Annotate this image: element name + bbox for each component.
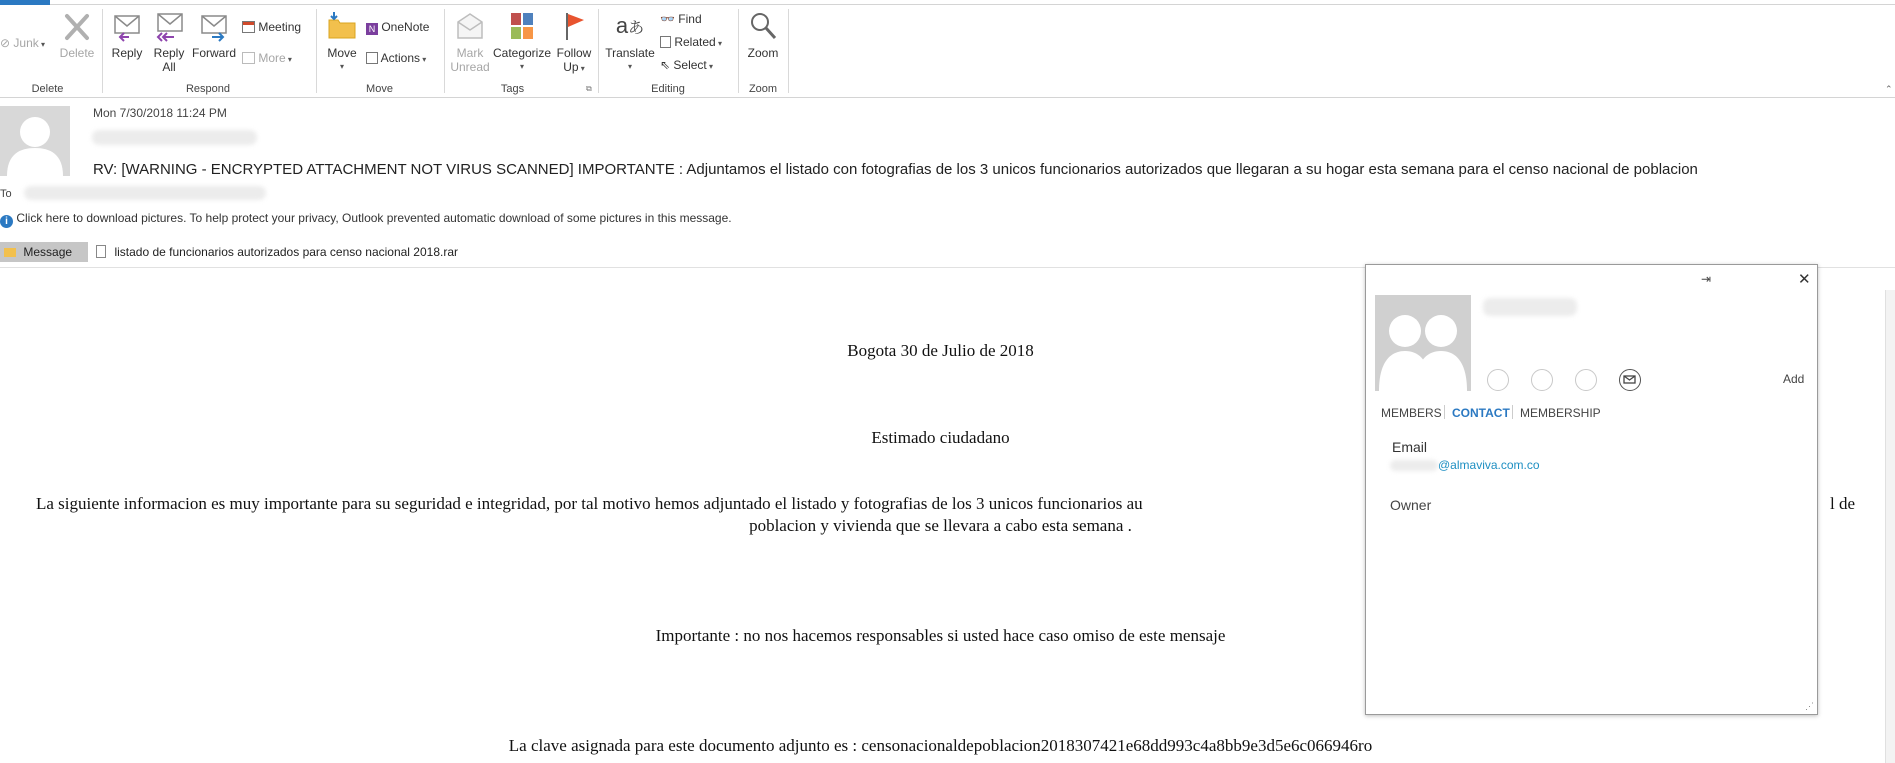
contact-card [1365, 264, 1818, 715]
chevron-down-icon: ▾ [285, 55, 292, 64]
chevron-down-icon: ▾ [706, 62, 714, 71]
junk-icon: ⊘ [0, 36, 11, 50]
body-greeting: Estimado ciudadano [871, 428, 1010, 447]
reply-button[interactable]: Reply [108, 10, 146, 60]
chevron-down-icon: ▾ [715, 39, 722, 48]
chat-icon[interactable] [1487, 369, 1509, 391]
translate-icon: aあ [615, 13, 645, 38]
body-paragraph-1: La siguiente informacion es muy importante para su seguridad e integridad, por tal motivo hemos adjuntado el listado y fotografias de los 3 unicos funcionarios au [36, 494, 1143, 513]
collapse-ribbon-icon[interactable]: ⌃ [1885, 84, 1893, 94]
add-contact-button[interactable]: Add [1783, 372, 1805, 386]
actions-button[interactable]: Actions ▾ [366, 51, 426, 67]
email-icon[interactable] [1619, 369, 1641, 391]
delete-icon [62, 12, 92, 42]
body-paragraph-1-line2: poblacion y vivienda que se llevara a cabo esta semana . [749, 516, 1132, 535]
follow-up-button[interactable]: Follow Up ▾ [554, 10, 594, 76]
actions-icon [366, 52, 378, 64]
reply-icon [111, 10, 143, 42]
sender-avatar [0, 106, 70, 176]
pin-icon[interactable]: ⇥ [1701, 272, 1712, 286]
chevron-down-icon: ▾ [38, 40, 46, 49]
tags-dialog-launcher-icon[interactable]: ⧉ [586, 84, 592, 93]
categorize-icon [508, 10, 536, 42]
related-button[interactable]: Related ▾ [660, 35, 722, 51]
ribbon-top-border [50, 4, 1895, 5]
find-button[interactable]: 👓 Find [660, 12, 702, 26]
phone-icon[interactable] [1531, 369, 1553, 391]
message-tab[interactable]: Message [0, 242, 88, 262]
download-pictures-infobar[interactable]: i Click here to download pictures. To help protect your privacy, Outlook prevented automatic download of some pictures in this message. [0, 211, 732, 228]
email-user-redacted [1390, 460, 1438, 471]
chevron-down-icon: ▾ [578, 64, 585, 73]
body-warning: Importante : no nos hacemos responsables si usted hace caso omiso de este mensaje [655, 626, 1226, 645]
folder-move-icon [326, 10, 358, 42]
group-label-respond: Respond [185, 83, 231, 95]
group-separator [316, 9, 317, 93]
select-button[interactable]: ⇖ Select ▾ [660, 58, 714, 72]
body-date-line: Bogota 30 de Julio de 2018 [847, 341, 1034, 360]
chevron-down-icon: ▾ [519, 62, 524, 71]
person-silhouette-icon [0, 106, 70, 176]
junk-button[interactable]: ⊘ Junk ▾ [0, 36, 46, 50]
vertical-scrollbar[interactable] [1885, 290, 1895, 763]
chevron-down-icon: ▾ [627, 62, 632, 71]
group-separator [102, 9, 103, 93]
video-icon[interactable] [1575, 369, 1597, 391]
related-icon [660, 36, 671, 48]
email-link[interactable]: @almaviva.com.co [1438, 458, 1540, 472]
more-icon [242, 52, 255, 64]
group-label-delete: Delete [31, 83, 64, 95]
group-label-move: Move [366, 83, 393, 95]
categorize-button[interactable]: Categorize ▾ [492, 10, 552, 74]
resize-grip-icon[interactable]: ⋰ [1805, 701, 1814, 711]
forward-button[interactable]: Forward [192, 10, 236, 60]
sender-name-redacted [92, 130, 257, 145]
recipient-redacted[interactable] [24, 186, 266, 200]
message-subject: RV: [WARNING - ENCRYPTED ATTACHMENT NOT VIRUS SCANNED] IMPORTANTE : Adjuntamos el listado con fotografias de los 3 unicos funcionarios autorizados que llegaran a su hogar esta semana para el censo nacional de poblacion [93, 161, 1698, 178]
file-tab-accent[interactable] [0, 0, 50, 5]
reply-all-icon [152, 10, 186, 42]
info-icon: i [0, 215, 13, 228]
delete-button[interactable]: Delete [58, 10, 96, 60]
magnifier-icon [748, 10, 778, 42]
group-avatar [1375, 295, 1471, 391]
tab-members[interactable]: MEMBERS [1381, 406, 1442, 420]
group-silhouette-icon [1375, 295, 1471, 391]
group-separator [738, 9, 739, 93]
chevron-down-icon: ▾ [420, 55, 427, 64]
calendar-icon [242, 21, 255, 33]
group-name-redacted [1483, 298, 1577, 316]
translate-button[interactable]: aあ Translate ▾ [602, 10, 658, 74]
chevron-down-icon: ▾ [339, 62, 344, 71]
body-paragraph-1-end: l de [1830, 494, 1856, 513]
group-label-tags: Tags [500, 83, 525, 95]
more-button[interactable]: More ▾ [242, 51, 292, 67]
message-envelope-icon [4, 248, 16, 257]
onenote-icon: N [366, 23, 378, 35]
envelope-icon [455, 10, 485, 42]
tab-separator [1512, 405, 1513, 419]
group-label-zoom: Zoom [748, 83, 778, 95]
file-icon [96, 245, 106, 258]
to-label: To [0, 188, 12, 200]
message-date: Mon 7/30/2018 11:24 PM [93, 106, 227, 120]
flag-icon [560, 10, 588, 42]
move-button[interactable]: Move ▾ [322, 10, 362, 74]
group-label-editing: Editing [651, 83, 685, 95]
onenote-button[interactable]: N OneNote [366, 20, 429, 35]
binoculars-icon: 👓 [660, 12, 675, 26]
forward-icon [198, 10, 230, 42]
cursor-icon: ⇖ [660, 58, 671, 72]
mark-unread-button[interactable]: Mark Unread [448, 10, 492, 74]
zoom-button[interactable]: Zoom [742, 10, 784, 60]
attachment-rar[interactable]: listado de funcionarios autorizados para censo nacional 2018.rar [96, 242, 458, 262]
body-password: La clave asignada para este documento adjunto es : censonacionaldepoblacion2018307421e68dd993c4a8bb9e3d5e6c066946ro [508, 736, 1373, 755]
group-separator [598, 9, 599, 93]
group-separator [444, 9, 445, 93]
close-icon[interactable]: ✕ [1798, 271, 1811, 288]
group-separator [788, 9, 789, 93]
tab-membership[interactable]: MEMBERSHIP [1520, 406, 1601, 420]
reply-all-button[interactable]: Reply All [150, 10, 188, 74]
envelope-icon [1620, 370, 1639, 389]
tab-separator [1444, 405, 1445, 419]
owner-label: Owner [1390, 497, 1432, 513]
meeting-button[interactable]: Meeting [242, 20, 301, 34]
email-label: Email [1392, 439, 1428, 455]
tab-contact[interactable]: CONTACT [1452, 406, 1510, 420]
